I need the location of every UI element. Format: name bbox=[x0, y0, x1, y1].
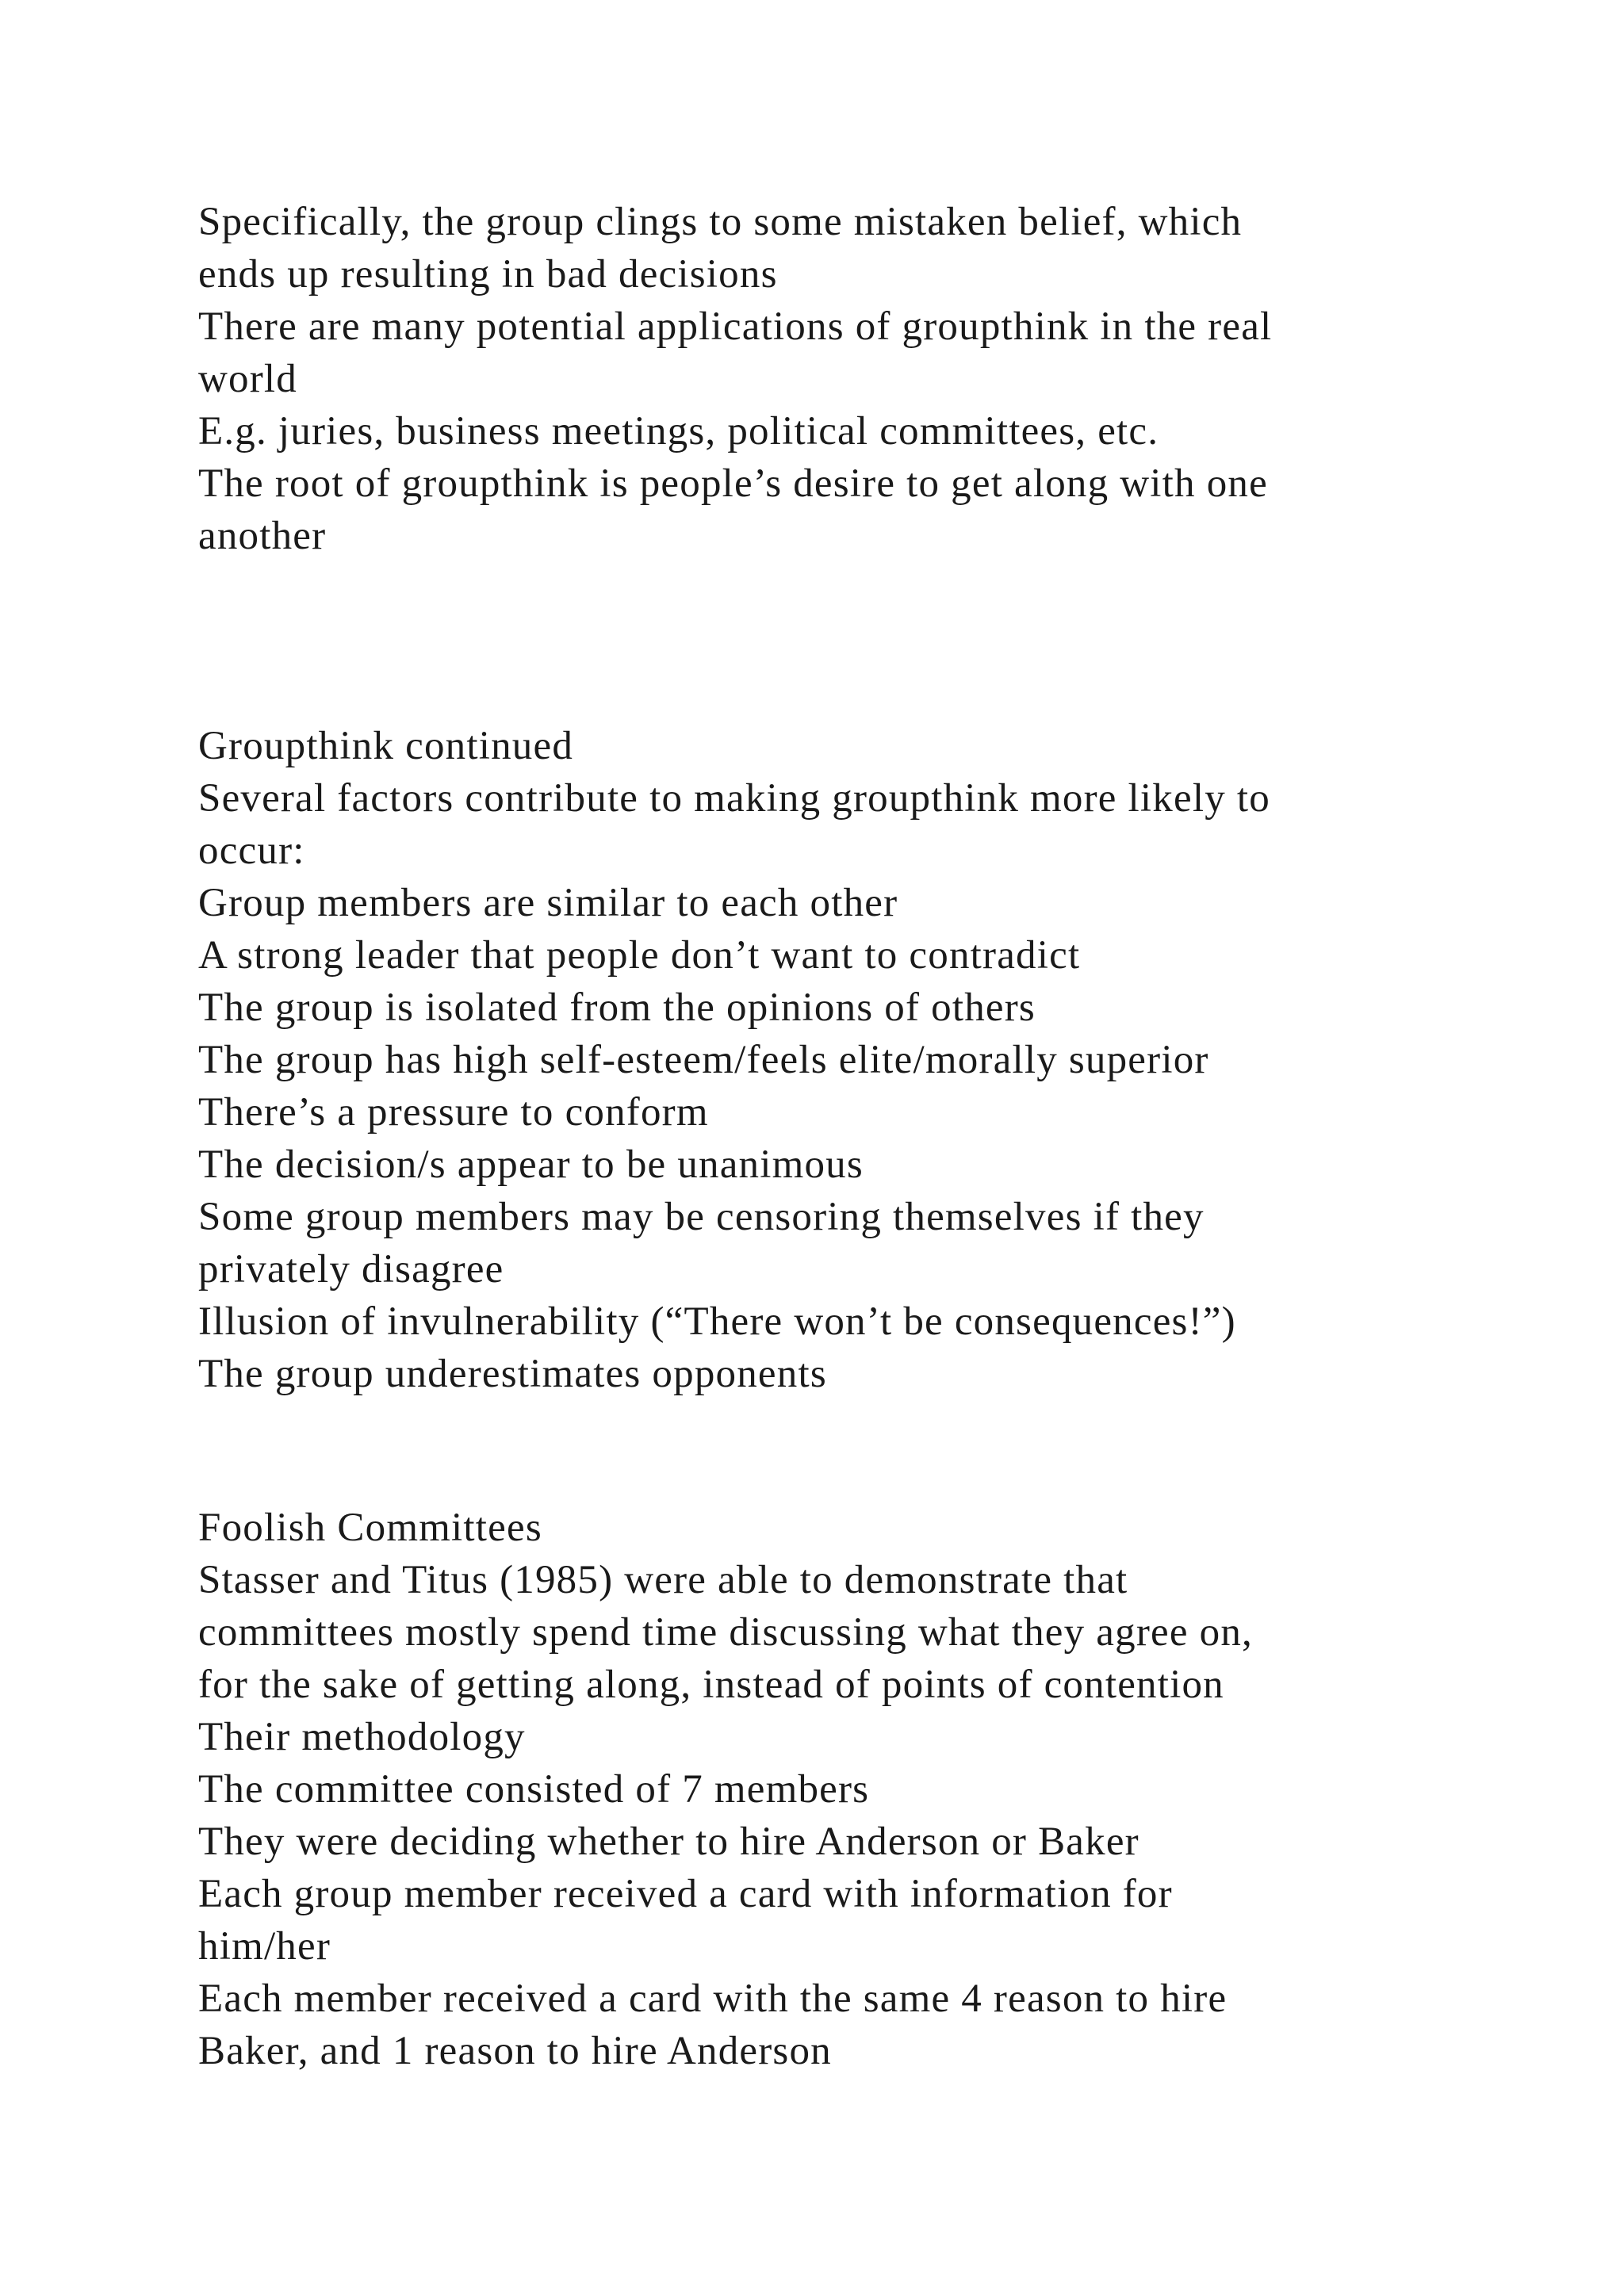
text-line: The group underestimates opponents bbox=[198, 1352, 827, 1396]
text-line: Several factors contribute to making groupthink more likely to bbox=[198, 776, 1270, 821]
text-line: Specifically, the group clings to some mistaken belief, which bbox=[198, 200, 1243, 244]
text-line: The committee consisted of 7 members bbox=[198, 1767, 870, 1812]
text-line: They were deciding whether to hire Anderson or Baker bbox=[198, 1820, 1139, 1864]
text-line: The group is isolated from the opinions of others bbox=[198, 985, 1036, 1030]
text-line: for the sake of getting along, instead of points of contention bbox=[198, 1663, 1224, 1707]
text-line: There are many potential applications of groupthink in the real bbox=[198, 304, 1273, 349]
text-line: Each member received a card with the same 4 reason to hire bbox=[198, 1976, 1228, 2021]
text-line: Group members are similar to each other bbox=[198, 881, 898, 925]
text-line: world bbox=[198, 357, 297, 401]
text-line: E.g. juries, business meetings, political committees, etc. bbox=[198, 409, 1159, 453]
text-line: Each group member received a card with information for bbox=[198, 1872, 1173, 1916]
text-line: The root of groupthink is people’s desire to get along with one bbox=[198, 461, 1268, 506]
text-line: him/her bbox=[198, 1924, 331, 1969]
groupthink-continued-section bbox=[198, 720, 1483, 1400]
text-line: The group has high self-esteem/feels elite/morally superior bbox=[198, 1038, 1209, 1082]
text-line: committees mostly spend time discussing what they agree on, bbox=[198, 1610, 1253, 1655]
text-line: Their methodology bbox=[198, 1715, 526, 1759]
text-line: another bbox=[198, 514, 327, 558]
section-heading: Groupthink continued bbox=[198, 724, 574, 768]
text-line: Some group members may be censoring themselves if they bbox=[198, 1195, 1205, 1239]
section-heading: Foolish Committees bbox=[198, 1506, 542, 1550]
foolish-committees-section bbox=[198, 1502, 1483, 2077]
text-line: There’s a pressure to conform bbox=[198, 1090, 709, 1135]
text-line: Baker, and 1 reason to hire Anderson bbox=[198, 2029, 832, 2073]
text-line: The decision/s appear to be unanimous bbox=[198, 1142, 864, 1187]
groupthink-intro-section bbox=[198, 196, 1483, 562]
text-line: Stasser and Titus (1985) were able to demonstrate that bbox=[198, 1558, 1128, 1602]
text-line: privately disagree bbox=[198, 1247, 504, 1292]
text-line: A strong leader that people don’t want to contradict bbox=[198, 933, 1081, 978]
text-line: ends up resulting in bad decisions bbox=[198, 252, 778, 297]
text-line: occur: bbox=[198, 828, 305, 873]
text-line: Illusion of invulnerability (“There won’t be consequences!”) bbox=[198, 1299, 1236, 1344]
